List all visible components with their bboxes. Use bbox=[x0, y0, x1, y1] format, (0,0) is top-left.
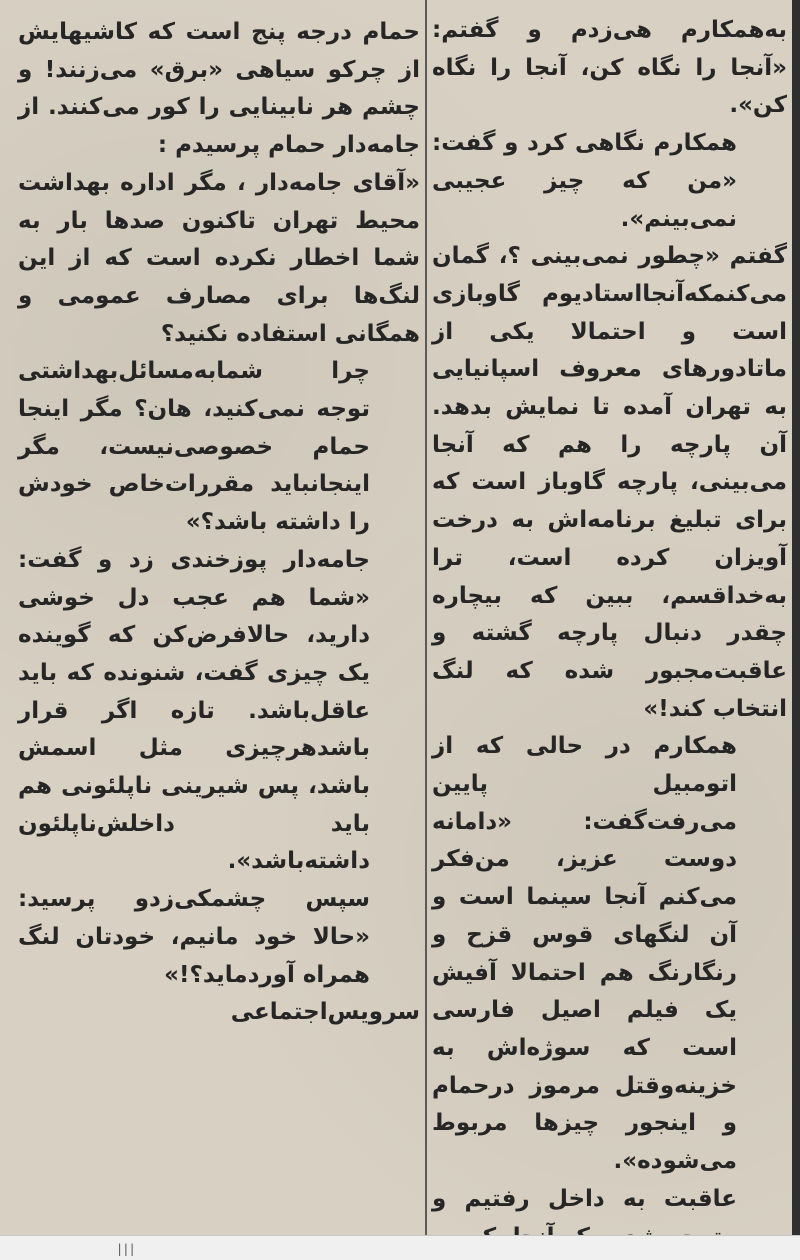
left-paragraph-3: چرا شمابه‌مسائل‌بهداشتی توجه نمی‌کنید، هان؟ مگر اینجا حمام خصوصی‌نیست، مگر اینجانباید مقررات‌خاص خودش را داشته باشد؟» bbox=[18, 358, 370, 536]
left-column bbox=[18, 14, 420, 1235]
column-divider bbox=[425, 0, 427, 1235]
left-paragraph-4: جامه‌دار پوزخندی زد و گفت: «شما هم عجب دل خوشی دارید، حالافرض‌کن که گوینده یک چیزی گفت، شنونده که باید عاقل‌باشد. تازه اگر قرار باشدهرچیزی مثل اسمش باشد، پس شیرینی ناپلئونی هم باید داخلش‌ناپلئون داشته‌باشد». bbox=[18, 546, 370, 875]
right-paragraph-3: گفتم «چطور نمی‌بینی ؟، گمان می‌کنمکه‌آنجا‌استادیوم گاوبازی است و احتمالا یکی از ماتادورهای معروف اسپانیایی به تهران آمده تا نمایش بدهد. آن پارچه را هم که آنجا می‌بینی، پارچه گاوباز است که برای تبلیغ برنامه‌اش به درخت آویزان کرده است، ترا به‌خدا‌قسم، ببین که بیچاره چقدر دنبال پارچه گشته و عاقبت‌مجبور شده که لنگ انتخاب کند!» bbox=[432, 243, 787, 722]
scroll-grip-icon[interactable]: ||| bbox=[116, 1242, 135, 1256]
article-signature: سرویس‌اجتماعی bbox=[230, 999, 420, 1026]
left-paragraph-2: «آقای جامه‌دار ، مگر اداره بهداشت محیط تهران تاکنون صدها بار به شما اخطار نکرده است که از این لنگ‌ها برای مصارف عمومی و همگانی استفاده نکنید؟ bbox=[18, 169, 420, 347]
right-column bbox=[432, 12, 787, 1235]
right-paragraph-4: همکارم در حالی که از اتومبیل پایین می‌رفت‌گفت: «دامانه دوست عزیز، من‌فکر می‌کنم آنجا سینما است و آن لنگهای قوس قزح و رنگارنگ هم احتمالا آفیش یک فیلم اصیل فارسی است که سوژه‌اش به خزینه‌وقتل مرموز درحمام و اینجور چیزها مربوط می‌شوده». bbox=[432, 733, 737, 1175]
right-paragraph-5: عاقبت به داخل رفتیم و bbox=[432, 1185, 737, 1212]
left-paragraph-1: حمام درجه پنج است که کاشیهایش از چرکو سیاهی «برق» می‌زنند! و چشم هر نابینایی را کور می‌کنند. از جامه‌دار حمام پرسیدم : bbox=[18, 19, 420, 159]
right-paragraph-1: به‌همکارم هی‌زدم و گفتم: «آنجا را نگاه کن، آنجا را نگاه کن». bbox=[432, 17, 787, 119]
horizontal-scrollbar[interactable] bbox=[0, 1235, 800, 1260]
scan-edge-shadow bbox=[792, 0, 800, 1235]
left-paragraph-5: سپس چشمکی‌زدو پرسید: «حالا خود مانیم، خودتان لنگ همراه آوردماید؟!» bbox=[18, 886, 370, 988]
right-paragraph-2: همکارم نگاهی کرد و گفت: «من که چیز عجیبی نمی‌بینم». bbox=[432, 130, 737, 232]
